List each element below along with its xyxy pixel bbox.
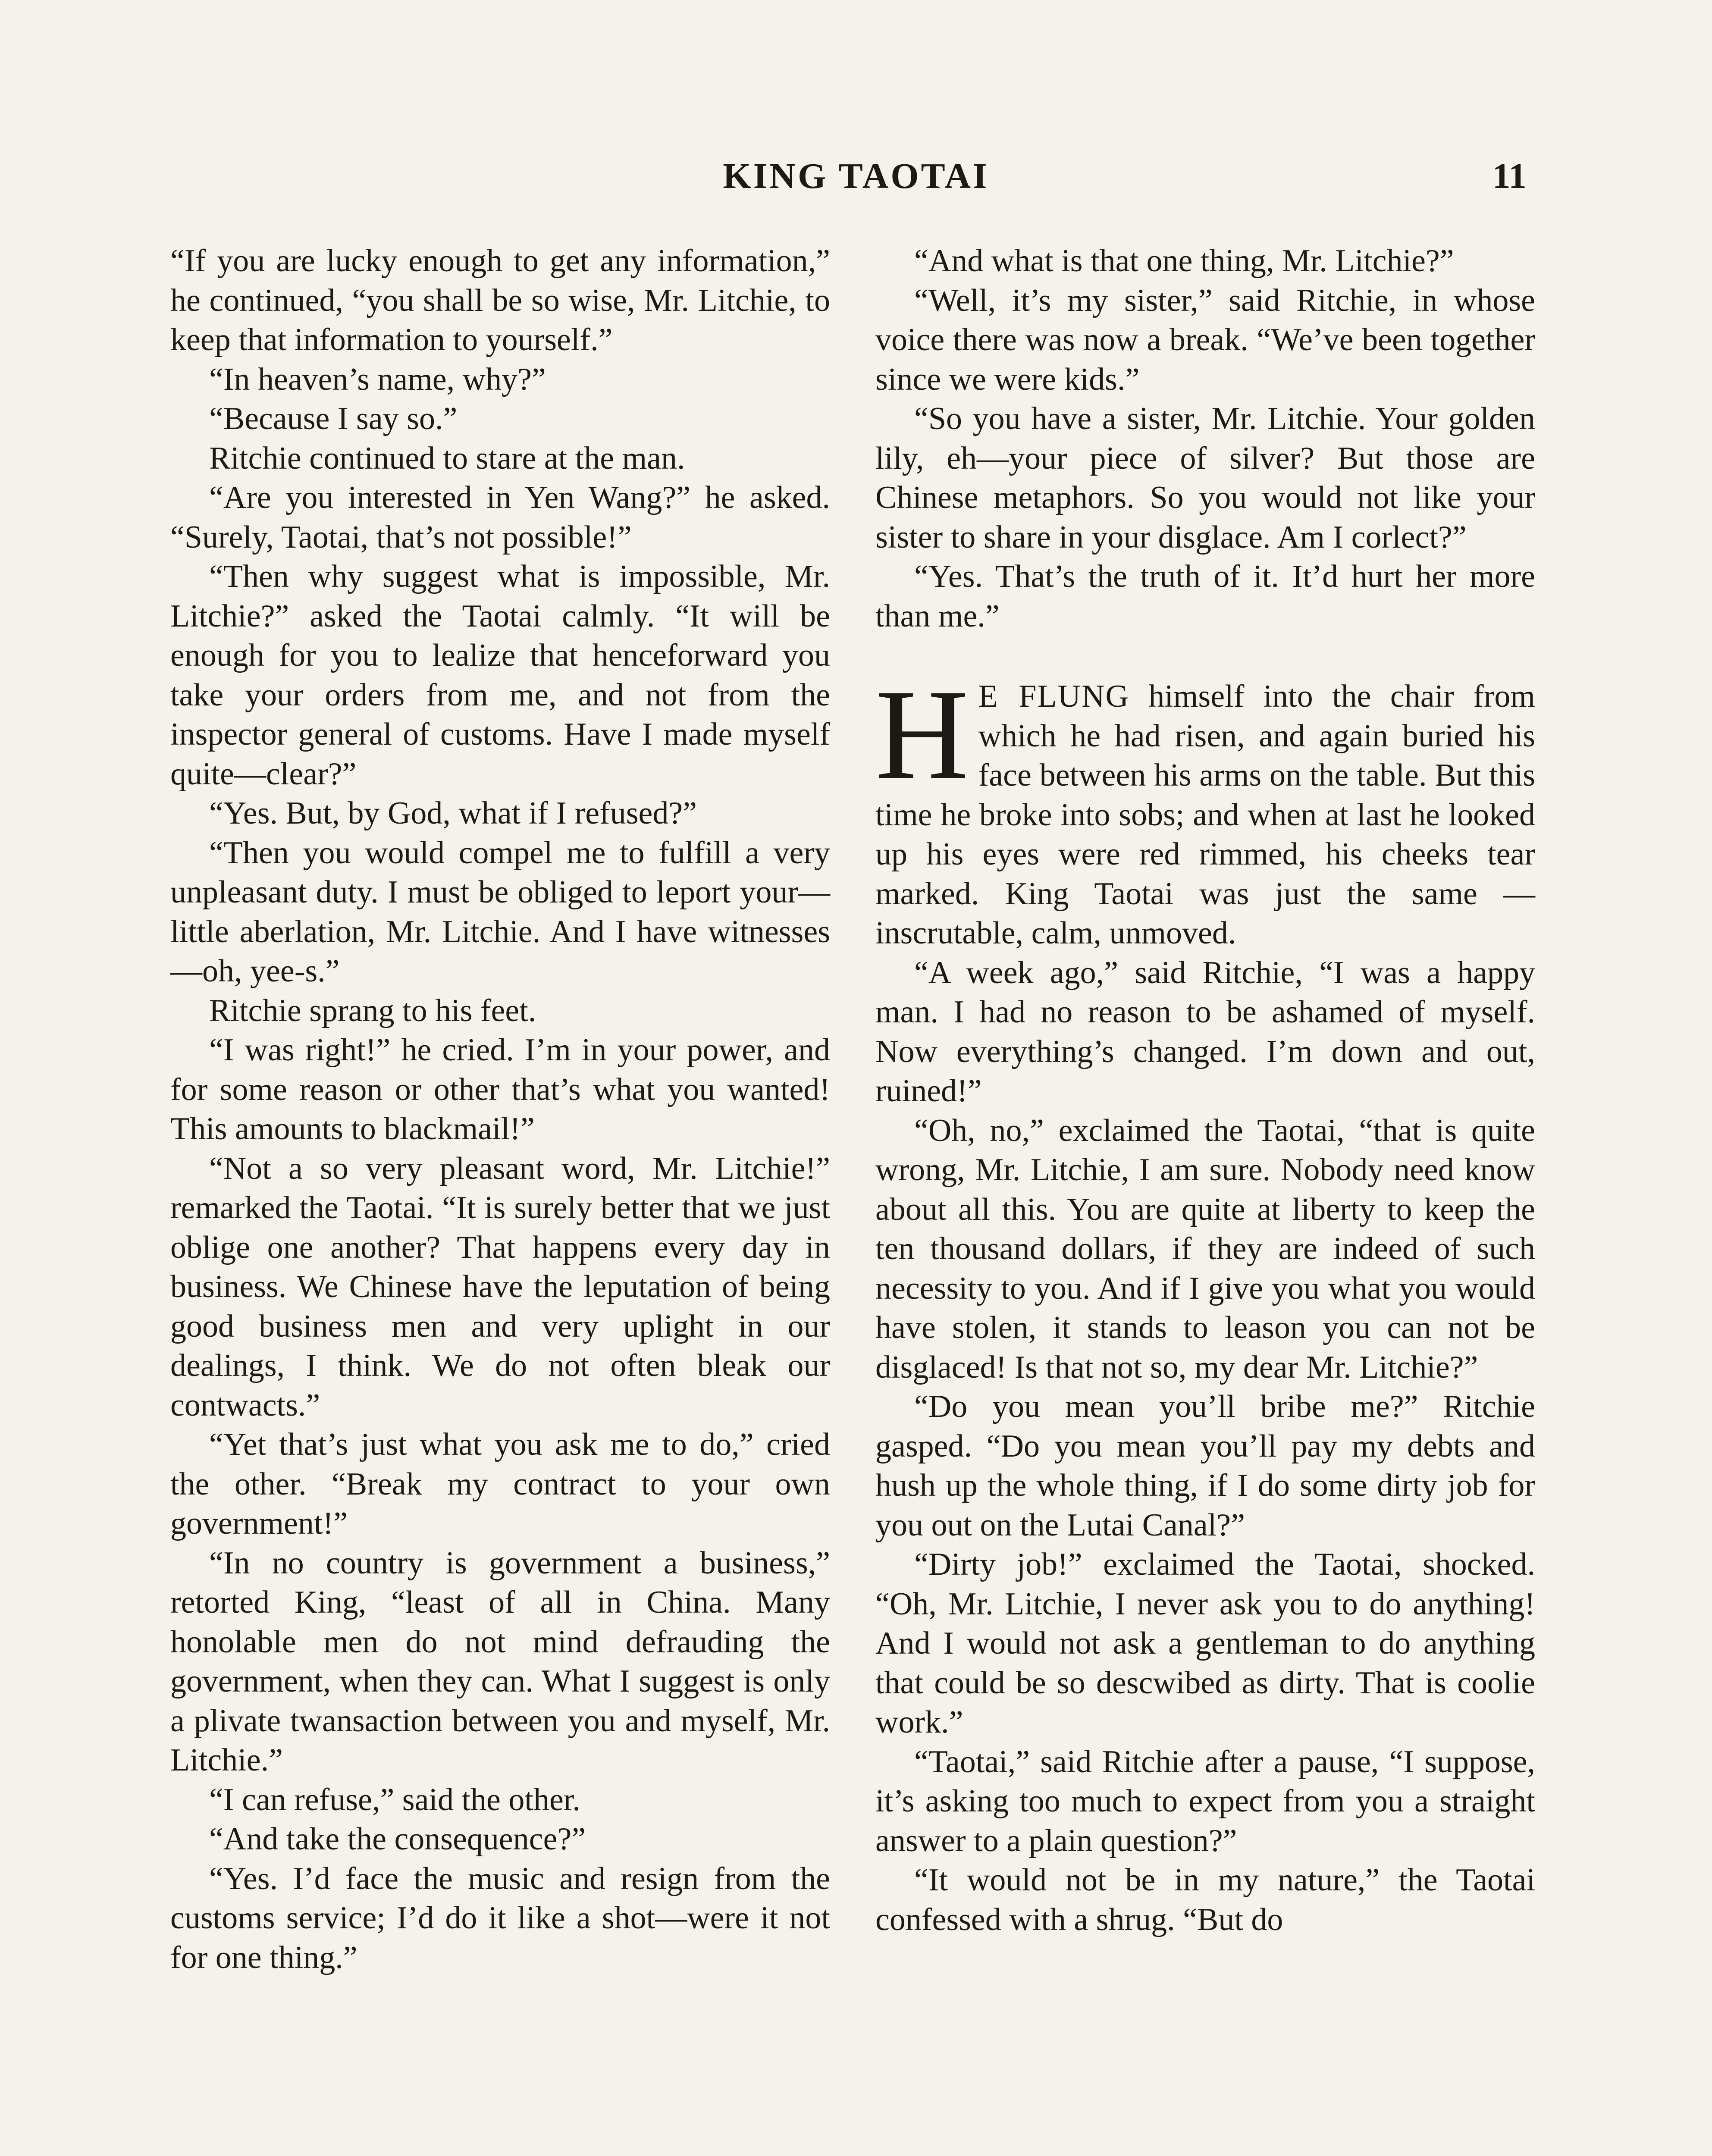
paragraph: Ritchie continued to stare at the man. bbox=[209, 440, 685, 476]
paragraph: “Not a so very pleasant word, Mr. Litchie!” remarked the Taotai. “It is surely better that we just oblige one another? That happens every day in business. We Chinese have the leputation of being good business men and very uplight in our dealings, I think. We do not often bleak our contwacts.” bbox=[170, 1150, 830, 1423]
drop-cap-paragraph bbox=[875, 663, 1535, 953]
paragraph: “Yes. But, by God, what if I refused?” bbox=[209, 796, 697, 831]
paragraph: “And take the consequence?” bbox=[209, 1821, 586, 1857]
left-column bbox=[170, 241, 830, 1977]
paragraph: “Because I say so.” bbox=[209, 401, 458, 436]
paragraph: “I can refuse,” said the other. bbox=[209, 1782, 580, 1818]
running-title: KING TAOTAI bbox=[723, 156, 989, 196]
drop-cap-rest: himself into the chair from which he had risen, and again buried his face between his arms on the table. But this time he broke into sobs; and when at last he looked up his eyes were red rimmed, his cheeks tear marked. King Taotai was just the same —inscrutable, calm, unmoved. bbox=[875, 679, 1535, 951]
paragraph: “A week ago,” said Ritchie, “I was a happy man. I had no reason to be ashamed of myself. Now everything’s changed. I’m down and out, ruined!” bbox=[875, 955, 1535, 1109]
paragraph: “Are you interested in Yen Wang?” he asked. “Surely, Taotai, that’s not possible!” bbox=[170, 480, 830, 555]
paragraph: “Do you mean you’ll bribe me?” Ritchie gasped. “Do you mean you’ll pay my debts and hush up the whole thing, if I do some dirty job for you out on the Lutai Canal?” bbox=[875, 1389, 1535, 1543]
paragraph: “Well, it’s my sister,” said Ritchie, in whose voice there was now a break. “We’ve been together since we were kids.” bbox=[875, 282, 1535, 397]
paragraph: “Dirty job!” exclaimed the Taotai, shocked. “Oh, Mr. Litchie, I never ask you to do anything! And I would not ask a gentleman to do anything that could be so descwibed as dirty. That is coolie work.” bbox=[875, 1547, 1535, 1740]
paragraph: “Yes. That’s the truth of it. It’d hurt her more than me.” bbox=[875, 559, 1535, 634]
page-header bbox=[0, 155, 1712, 207]
paragraph: “Yet that’s just what you ask me to do,” cried the other. “Break my contract to your own government!” bbox=[170, 1427, 830, 1541]
drop-cap-letter: H bbox=[875, 663, 969, 806]
paragraph: “Taotai,” said Ritchie after a pause, “I suppose, it’s asking too much to expect from you a straight answer to a plain question?” bbox=[875, 1744, 1535, 1858]
paragraph: “In heaven’s name, why?” bbox=[209, 361, 546, 397]
right-column bbox=[875, 241, 1535, 1940]
paragraph: “So you have a sister, Mr. Litchie. Your golden lily, eh—your piece of silver? But those are Chinese metaphors. So you would not like your sister to share in your disglace. Am I corlect?” bbox=[875, 401, 1535, 555]
paragraph: “Then you would compel me to fulfill a very unpleasant duty. I must be obliged to leport your—little aberlation, Mr. Litchie. And I have witnesses—oh, yee-s.” bbox=[170, 835, 830, 989]
paragraph: “Oh, no,” exclaimed the Taotai, “that is quite wrong, Mr. Litchie, I am sure. Nobody need know about all this. You are quite at liberty to keep the ten thousand dollars, if they are indeed of such necessity to you. And if I give you what you would have stolen, it stands to leason you can not be disglaced! Is that not so, my dear Mr. Litchie?” bbox=[875, 1112, 1535, 1385]
page-number: 11 bbox=[1492, 156, 1527, 196]
paragraph: “It would not be in my nature,” the Taotai confessed with a shrug. “But do bbox=[875, 1862, 1535, 1937]
paragraph: “Yes. I’d face the music and resign from the customs service; I’d do it like a shot—were it not for one thing.” bbox=[170, 1861, 830, 1975]
paragraph: “And what is that one thing, Mr. Litchie?” bbox=[914, 243, 1454, 279]
section-break bbox=[875, 636, 1535, 677]
paragraph: Ritchie sprang to his feet. bbox=[209, 993, 536, 1028]
paragraph: “In no country is government a business,” retorted King, “least of all in China. Many honolable men do not mind defrauding the government, when they can. What I suggest is only a plivate twansaction between you and myself, Mr. Litchie.” bbox=[170, 1545, 830, 1778]
drop-cap-lead: E FLUNG bbox=[978, 679, 1129, 714]
paragraph: “If you are lucky enough to get any information,” he continued, “you shall be so wise, Mr. Litchie, to keep that information to yourself.” bbox=[170, 243, 830, 357]
paragraph: “I was right!” he cried. I’m in your power, and for some reason or other that’s what you wanted! This amounts to blackmail!” bbox=[170, 1032, 830, 1147]
paragraph: “Then why suggest what is impossible, Mr. Litchie?” asked the Taotai calmly. “It will be enough for you to lealize that henceforward you take your orders from me, and not from the inspector general of customs. Have I made myself quite—clear?” bbox=[170, 559, 830, 792]
